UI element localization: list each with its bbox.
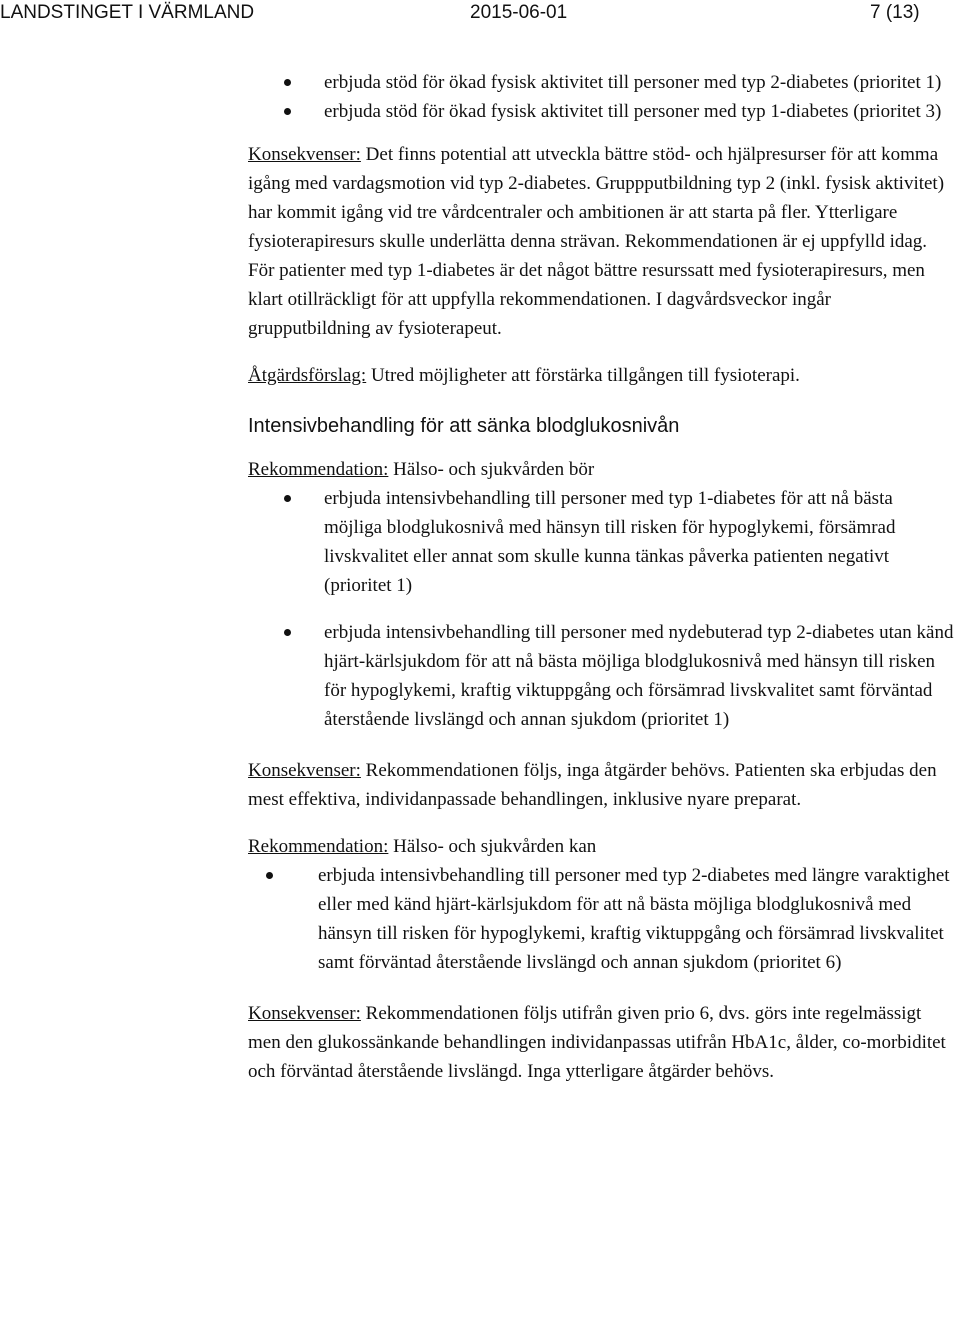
consequence-label: Konsekvenser: (248, 144, 361, 165)
recommendation-paragraph (248, 832, 954, 861)
recommendation-paragraph (248, 455, 954, 484)
recommendation-bullet-list (248, 484, 954, 734)
header-page-number: 7 (13) (870, 2, 920, 23)
consequence-paragraph (248, 140, 954, 343)
consequence-text: Det finns potential att utveckla bättre stöd- och hjälpresurser för att komma igång med vardagsmotion vid typ 2-diabetes. Gruppputbildning typ 2 (inkl. fysisk aktivitet) har kommit igång vid tre vårdcentraler och ambitionen är att starta på fler. Ytterligare fysioterapiresurs skulle underlätta denna strävan. Rekommendationen är ej uppfylld idag. För patienter med typ 1-diabetes är det något bättre resurssatt med fysioterapiresurs, men klart otillräckligt för att uppfylla rekommendationen. I dagvårdsveckor ingår grupputbildning av fysioterapeut. (248, 144, 945, 339)
consequence-label: Konsekvenser: (248, 1003, 361, 1024)
action-proposal-label: Åtgärdsförslag: (248, 365, 367, 386)
page-header (0, 0, 960, 30)
action-proposal-paragraph (248, 361, 954, 390)
recommendation-text: Hälso- och sjukvården bör (388, 459, 595, 480)
recommendation-label: Rekommendation: (248, 836, 389, 857)
list-item: erbjuda stöd för ökad fysisk aktivitet till personer med typ 2-diabetes (prioritet 1) (248, 68, 954, 97)
list-item: erbjuda intensivbehandling till personer med typ 1-diabetes för att nå bästa möjliga blodglukosnivå med hänsyn till risken för hypoglykemi, försämrad livskvalitet eller annat som skulle kunna tänkas påverka patienten negativt (prioritet 1) (248, 484, 954, 600)
recommendation-label: Rekommendation: (248, 459, 389, 480)
consequence-paragraph (248, 999, 954, 1086)
list-item: erbjuda stöd för ökad fysisk aktivitet till personer med typ 1-diabetes (prioritet 3) (248, 97, 954, 126)
document-body (248, 68, 954, 1086)
intro-bullet-list (248, 68, 954, 126)
consequence-label: Konsekvenser: (248, 760, 361, 781)
section-heading: Intensivbehandling för att sänka blodglukosnivån (248, 415, 680, 437)
consequence-text: Rekommendationen följs utifrån given prio 6, dvs. görs inte regelmässigt men den glukossänkande behandlingen individanpassas utifrån HbA1c, ålder, co-morbiditet och förväntad återstående livslängd. Inga ytterligare åtgärder behövs. (248, 1003, 946, 1082)
consequence-text: Rekommendationen följs, inga åtgärder behövs. Patienten ska erbjudas den mest effektiva, individanpassade behandlingen, inklusive nyare preparat. (248, 760, 937, 810)
list-item: erbjuda intensivbehandling till personer med nydebuterad typ 2-diabetes utan känd hjärt-kärlsjukdom för att nå bästa möjliga blodglukosnivå med hänsyn till risken för hypoglykemi, kraftig viktuppgång och försämrad livskvalitet samt förväntad återstående livslängd och annan sjukdom (prioritet 1) (248, 618, 954, 734)
header-date: 2015-06-01 (470, 2, 568, 23)
action-proposal-text: Utred möjligheter att förstärka tillgången till fysioterapi. (366, 365, 800, 386)
recommendation-text: Hälso- och sjukvården kan (388, 836, 597, 857)
consequence-paragraph (248, 756, 954, 814)
list-item: erbjuda intensivbehandling till personer med typ 2-diabetes med längre varaktighet eller med känd hjärt-kärlsjukdom för att nå bästa möjliga blodglukosnivå med hänsyn till risken för hypoglykemi, kraftig viktuppgång och försämrad livskvalitet samt förväntad återstående livslängd och annan sjukdom (prioritet 6) (248, 861, 954, 977)
recommendation-bullet-list (248, 861, 954, 977)
header-organization: LANDSTINGET I VÄRMLAND (0, 2, 255, 23)
